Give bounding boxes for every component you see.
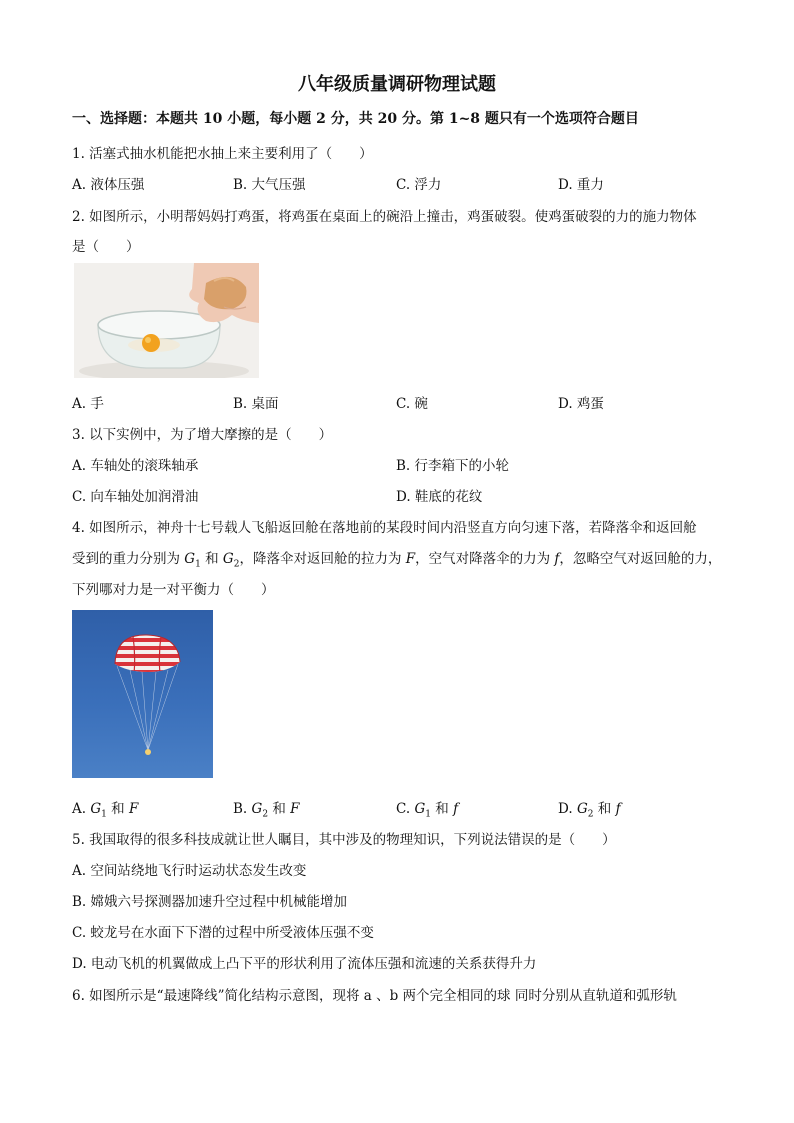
question-2-stem-line1: 2. 如图所示，小明帮妈妈打鸡蛋，将鸡蛋在桌面上的碗沿上撞击，鸡蛋破裂。使鸡蛋破裂的力的施力物体 xyxy=(72,209,697,225)
q5-option-a: A. 空间站绕地飞行时运动状态发生改变 xyxy=(72,863,307,879)
q1-option-a: A. 液体压强 xyxy=(72,177,145,193)
section-heading: 一、选择题：本题共 10 小题，每小题 2 分，共 20 分。第 1~8 题只有一个选项符合题目 xyxy=(72,111,639,127)
q2-option-c: C. 碗 xyxy=(396,396,428,412)
egg-bowl-photo xyxy=(74,263,259,378)
parachute-photo xyxy=(72,610,213,778)
q3-option-a: A. 车轴处的滚珠轴承 xyxy=(72,458,199,474)
q5-option-b: B. 嫦娥六号探测器加速升空过程中机械能增加 xyxy=(72,894,348,910)
q4-option-b: B. $G_2$ 和 F xyxy=(233,801,300,820)
q4-option-a: A. $G_1$ 和 F xyxy=(72,801,139,820)
q5-option-d: D. 电动飞机的机翼做成上凸下平的形状利用了流体压强和流速的关系获得升力 xyxy=(72,956,537,972)
page-title: 八年级质量调研物理试题 xyxy=(298,74,496,95)
q2-option-b: B. 桌面 xyxy=(233,396,279,412)
question-5-stem: 5. 我国取得的很多科技成就让世人瞩目，其中涉及的物理知识，下列说法错误的是（ ） xyxy=(72,832,616,848)
q3-option-b: B. 行李箱下的小轮 xyxy=(396,458,510,474)
question-4-stem-line1: 4. 如图所示，神舟十七号载人飞船返回舱在落地前的某段时间内沿竖直方向匀速下落，若降落伞和返回舱 xyxy=(72,520,697,536)
question-4-stem-line3: 下列哪对力是一对平衡力（ ） xyxy=(72,582,275,598)
q2-option-a: A. 手 xyxy=(72,396,104,412)
q2-option-d: D. 鸡蛋 xyxy=(558,396,604,412)
q3-option-d: D. 鞋底的花纹 xyxy=(396,489,483,505)
q1-option-c: C. 浮力 xyxy=(396,177,442,193)
question-6-stem: 6. 如图所示是“最速降线”简化结构示意图，现将 a 、b 两个完全相同的球 同时分别从直轨道和弧形轨 xyxy=(72,988,677,1004)
question-4-stem-line2: 受到的重力分别为 $G_1$ 和 $G_2$，降落伞对返回舱的拉力为 F，空气对降落伞的力为 f，忽略空气对返回舱的力， xyxy=(72,551,722,570)
q4-option-d: D. $G_2$ 和 f xyxy=(558,801,621,820)
question-3-stem: 3. 以下实例中，为了增大摩擦的是（ ） xyxy=(72,427,333,443)
q1-option-d: D. 重力 xyxy=(558,177,604,193)
q5-option-c: C. 蛟龙号在水面下下潜的过程中所受液体压强不变 xyxy=(72,925,374,941)
q4-option-c: C. $G_1$ 和 f xyxy=(396,801,459,820)
q3-option-c: C. 向车轴处加润滑油 xyxy=(72,489,199,505)
q1-option-b: B. 大气压强 xyxy=(233,177,306,193)
question-1-stem: 1. 活塞式抽水机能把水抽上来主要利用了（ ） xyxy=(72,146,373,162)
question-2-stem-line2: 是（ ） xyxy=(72,239,140,255)
